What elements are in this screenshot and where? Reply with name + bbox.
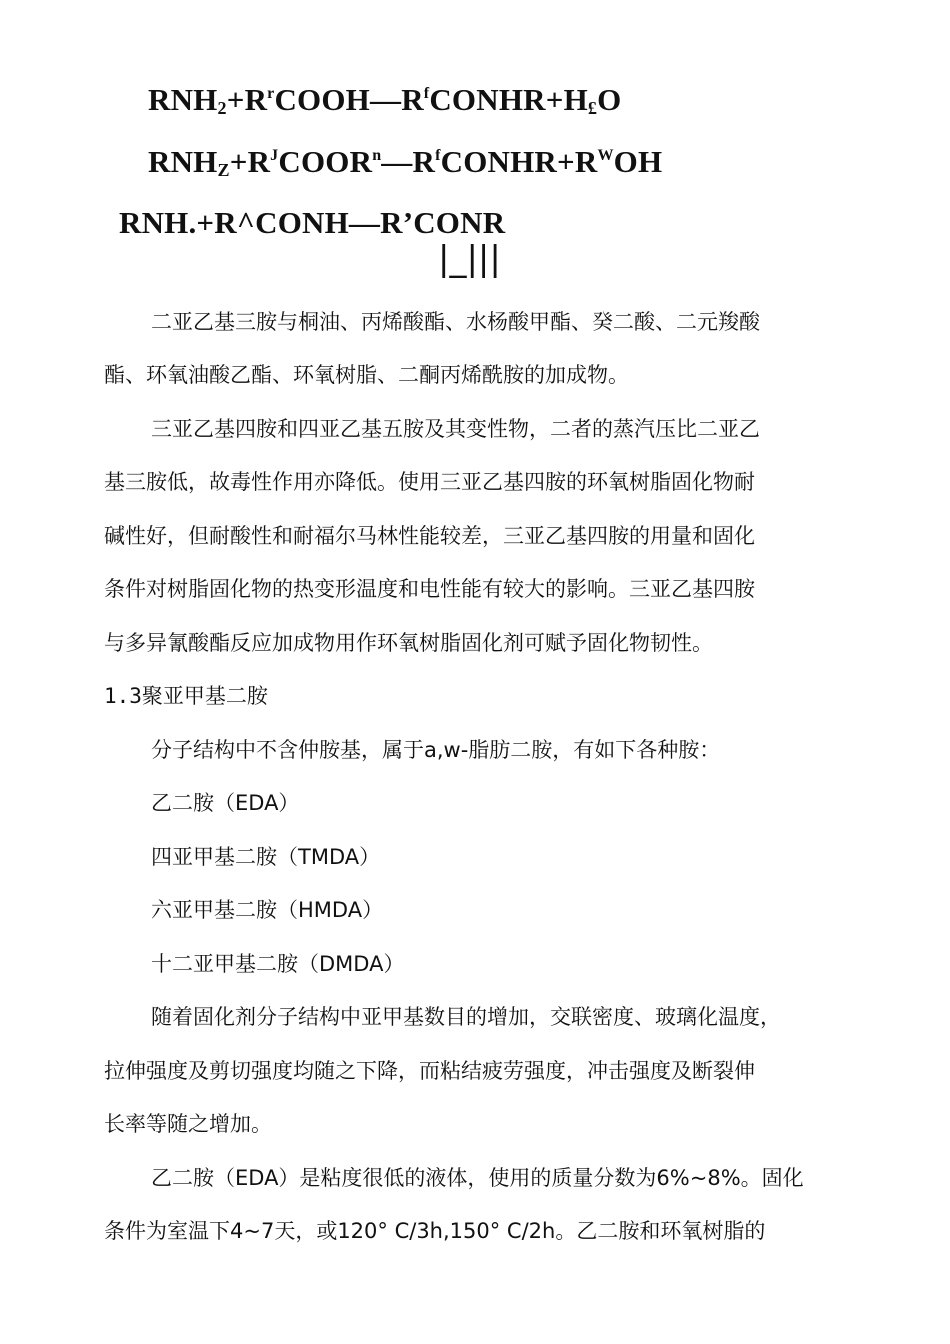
section-heading: 1.3聚亚甲基二胺 (104, 684, 268, 708)
list-item-tmda: 四亚甲基二胺（TMDA） (151, 845, 381, 869)
equation-2: $RNH_Z+R^JCOOR^n—R^fCONHR+R^WOH$ (148, 144, 663, 180)
list-item-hmda: 六亚甲基二胺（HMDA） (151, 898, 384, 922)
list-item-eda: 乙二胺（EDA） (151, 791, 300, 815)
paragraph-4-line-3: 长率等随之增加。 (104, 1112, 272, 1136)
paragraph-4-line-2: 拉伸强度及剪切强度均随之下降，而粘结疲劳强度，冲击强度及断裂伸 (104, 1059, 755, 1083)
paragraph-1-line-2: 酯、环氧油酸乙酯、环氧树脂、二酮丙烯酰胺的加成物。 (104, 363, 629, 387)
equation-structure-marks: |_||| (438, 239, 501, 279)
paragraph-2-line-1: 三亚乙基四胺和四亚乙基五胺及其变性物，二者的蒸汽压比二亚乙 (151, 417, 760, 441)
list-item-dmda: 十二亚甲基二胺（DMDA） (151, 952, 405, 976)
equation-3: RNH.+R^CONH—R’CONR (119, 205, 506, 240)
paragraph-2-line-2: 基三胺低，故毒性作用亦降低。使用三亚乙基四胺的环氧树脂固化物耐 (104, 470, 755, 494)
paragraph-2-line-3: 碱性好，但耐酸性和耐福尔马林性能较差，三亚乙基四胺的用量和固化 (104, 524, 755, 548)
paragraph-3: 分子结构中不含仲胺基，属于a,w-脂肪二胺，有如下各种胺： (151, 738, 721, 762)
paragraph-2-line-5: 与多异氰酸酯反应加成物用作环氧树脂固化剂可赋予固化物韧性。 (104, 631, 713, 655)
equation-1: $RNH_2+R^rCOOH—R^fCONHR+H_£O$ (148, 82, 622, 118)
paragraph-5-line-2: 条件为室温下4~7天，或120° C/3h,150° C/2h。乙二胺和环氧树脂的 (104, 1219, 766, 1243)
paragraph-4-line-1: 随着固化剂分子结构中亚甲基数目的增加，交联密度、玻璃化温度， (151, 1005, 781, 1029)
paragraph-2-line-4: 条件对树脂固化物的热变形温度和电性能有较大的影响。三亚乙基四胺 (104, 577, 755, 601)
paragraph-1-line-1: 二亚乙基三胺与桐油、丙烯酸酯、水杨酸甲酯、癸二酸、二元羧酸 (151, 310, 760, 334)
paragraph-5-line-1: 乙二胺（EDA）是粘度很低的液体，使用的质量分数为6%~8%。固化 (151, 1166, 804, 1190)
